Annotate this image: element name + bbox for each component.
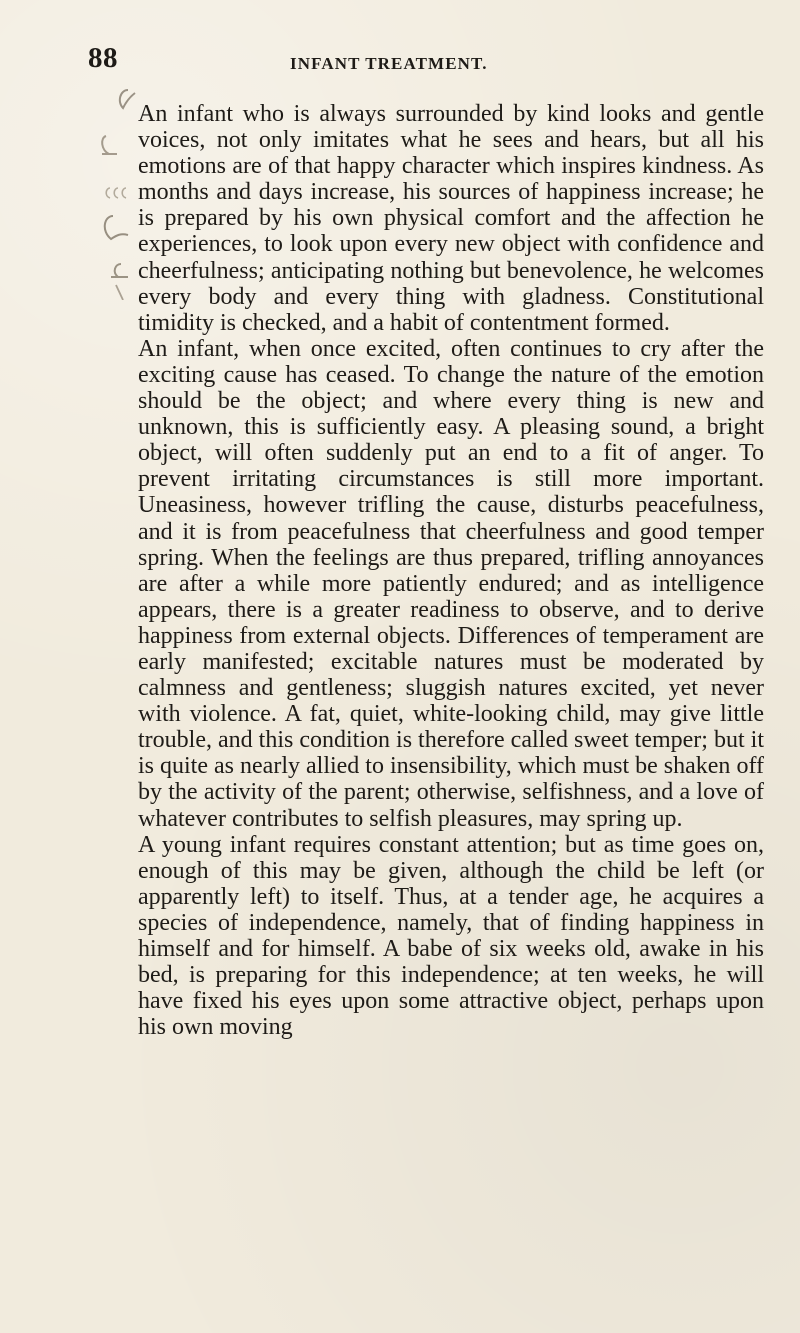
body-text xyxy=(136,101,764,1040)
page-number: 88 xyxy=(88,42,118,74)
paragraph: An infant who is always surrounded by kind looks and gentle voices, not only imitates what he sees and hears, but all his emotions are of that happy character which inspires kindness. As months and days increase, his sources of happiness increase; he is prepared by his own physical comfort and the affection he experiences, to look upon every new object with confidence and cheerfulness; anticipating nothing but benevolence, he welcomes every body and every thing with gladness. Constitutional timidity is checked, and a habit of contentment formed. xyxy=(138,101,764,336)
handwritten-marginal-marks xyxy=(22,80,142,300)
paragraph: An infant, when once excited, often continues to cry after the exciting cause has ceased. To change the nature of the emotion should be the object; and where every thing is new and unknown, this is sufficiently easy. A pleasing sound, a bright object, will often suddenly put an end to a fit of anger. To prevent irritating circumstances is still more important. Uneasiness, however trifling the cause, disturbs peacefulness, and it is from peacefulness that cheerfulness and good temper spring. When the feelings are thus prepared, trifling annoyances are after a while more patiently endured; and as intelligence appears, there is a greater readiness to observe, and to derive happiness from external objects. Differences of temperament are early manifested; excitable natures must be moderated by calmness and gentleness; sluggish natures excited, yet never with violence. A fat, quiet, white-looking child, may give little trouble, and this condition is therefore called sweet temper; but it is quite as nearly allied to insensibility, which must be shaken off by the activity of the parent; otherwise, selfishness, and a love of whatever contributes to selfish pleasures, may spring up. xyxy=(138,335,764,832)
page-header xyxy=(0,42,800,82)
paragraph: A young infant requires constant attention; but as time goes on, enough of this may be given, although the child be left (or apparently left) to itself. Thus, at a tender age, he acquires a species of independence, namely, that of finding happiness in himself and for himself. A babe of six weeks old, awake in his bed, is preparing for this independence; at ten weeks, he will have fixed his eyes upon some attractive object, perhaps upon his own moving xyxy=(138,831,764,1041)
running-head: INFANT TREATMENT. xyxy=(290,54,488,73)
